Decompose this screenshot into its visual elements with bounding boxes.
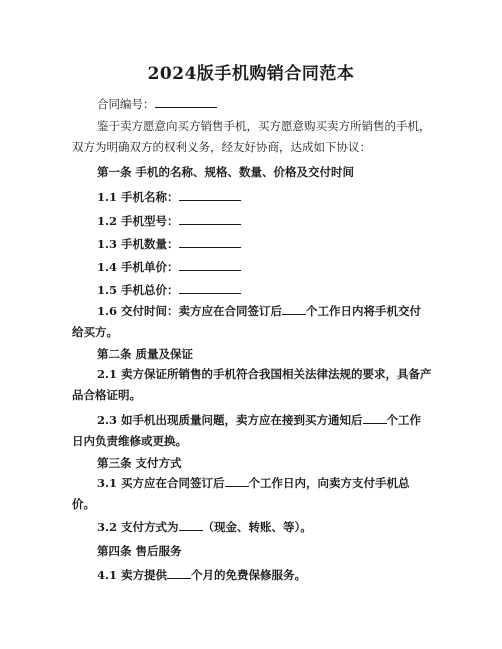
article1-heading: 第一条 手机的名称、规格、数量、价格及交付时间 (97, 165, 355, 179)
article2-heading: 第二条 质量及保证 (97, 347, 194, 361)
item-blank (179, 258, 241, 271)
item-blank (179, 212, 241, 225)
document-title: 2024版手机购销合同范本 (147, 64, 355, 84)
item-text: 个工作日内负责维修或更换。 (72, 413, 422, 448)
article3-heading: 第三条 支付方式 (97, 456, 182, 470)
item-blank (363, 411, 387, 424)
article3-item2 (97, 518, 312, 535)
item-blank (225, 474, 249, 487)
contract-number-blank (155, 95, 217, 108)
item-label: 1.2 手机型号： (97, 214, 179, 228)
item-text: 3.2 支付方式为 (97, 520, 179, 534)
item-text: 4.1 卖方提供 (97, 568, 168, 582)
article2-item1: 2.1 卖方保证所销售的手机符合我国相关法律法规的要求，具备产品合格证明。 (72, 367, 432, 402)
item-label: 1.1 手机名称： (97, 190, 179, 204)
article1-item4 (97, 258, 241, 275)
article1-item6 (72, 301, 432, 343)
item-blank (179, 188, 241, 201)
item-blank (282, 302, 306, 315)
article2-item2 (72, 410, 432, 452)
item-text: 个工作日内，向卖方支付手机总价。 (72, 476, 410, 511)
contract-number-line (97, 95, 217, 112)
article3-item1 (72, 473, 432, 515)
article1-item5 (97, 281, 241, 298)
item-text: 3.1 买方应在合同签订后 (97, 476, 225, 490)
item-text: （现金、转账、等）。 (202, 520, 312, 534)
article1-item2 (97, 212, 241, 229)
item-text: 个月的免费保修服务。 (191, 568, 307, 582)
item-blank (179, 281, 241, 294)
item-label: 1.3 手机数量： (97, 237, 179, 251)
item-blank (167, 566, 191, 579)
item-blank (179, 518, 203, 531)
article1-item1 (97, 188, 241, 205)
article4-heading: 第四条 售后服务 (97, 544, 182, 558)
intro-paragraph: 鉴于卖方愿意向买方销售手机，买方愿意购买卖方所销售的手机，双方为明确双方的权利义务，经友好协商，达成如下协议： (72, 119, 431, 154)
item-text: 1.6 交付时间：卖方应在合同签订后 (97, 304, 283, 318)
article4-item1 (97, 566, 306, 583)
item-text: 个工作日内将手机交付给买方。 (72, 304, 422, 339)
item-text: 2.3 如手机出现质量问题，卖方应在接到买方通知后 (97, 413, 363, 427)
item-blank (179, 235, 241, 248)
item-label: 1.4 手机单价： (97, 260, 179, 274)
contract-number-label: 合同编号： (97, 97, 155, 111)
article1-item3 (97, 235, 241, 252)
item-label: 1.5 手机总价： (97, 283, 179, 297)
